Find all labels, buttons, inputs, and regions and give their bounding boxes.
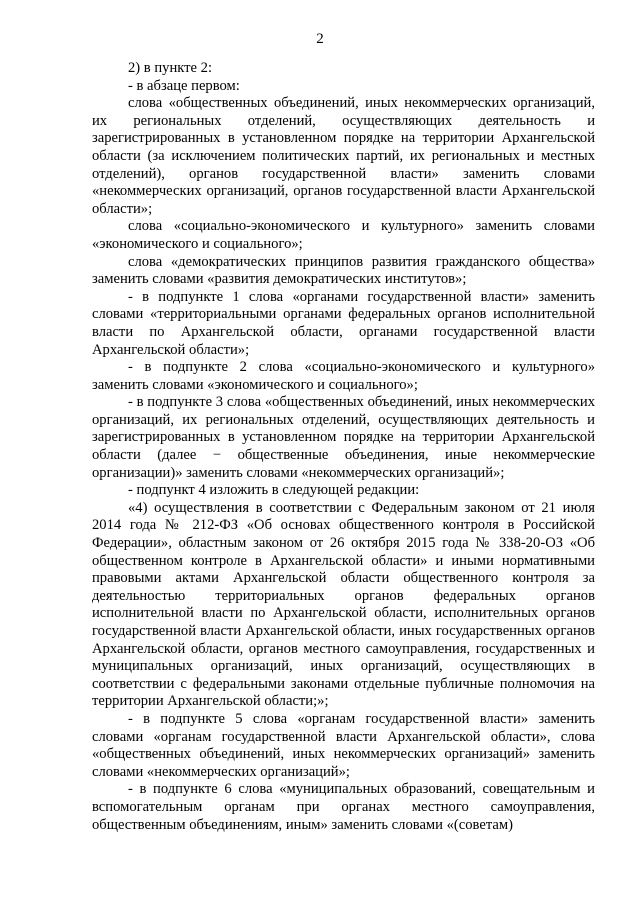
page-number: 2	[316, 31, 324, 47]
paragraph: - в подпункте 1 слова «органами государственной власти» заменить словами «территориальными органами федеральных органов исполнительной власти по Архангельской области, органами государственной власти Архангельской области»;	[92, 288, 595, 358]
paragraph: - в подпункте 6 слова «муниципальных образований, совещательным и вспомогательным органам при органах местного самоуправления, общественным объединениям, иным» заменить словами «(советам)	[92, 781, 595, 833]
paragraph: - в абзаце первом:	[128, 77, 240, 94]
document-body	[92, 60, 595, 834]
paragraph: слова «социально-экономического и культурного» заменить словами «экономического и социального»;	[92, 218, 595, 252]
paragraph: 2) в пункте 2:	[128, 60, 213, 76]
paragraph: слова «демократических принципов развития гражданского общества» заменить словами «развития демократических институтов»;	[92, 253, 595, 288]
paragraph: слова «общественных объединений, иных некоммерческих организаций, их региональных отделений, осуществляющих деятельность и зарегистрированных в установленном порядке на территории Архангельской области (за исключением политических партий, их региональных и местных отделений), органов государственной власти» заменить словами «некоммерческих организаций, органов государственной власти Архангельской области»;	[92, 95, 595, 217]
paragraph: - в подпункте 5 слова «органам государственной власти» заменить словами «органам государственной власти Архангельской области», слова «общественных объединений, иных некоммерческих организаций» заменить словами «некоммерческих организаций»;	[92, 710, 595, 780]
paragraph: - в подпункте 2 слова «социально-экономического и культурного» заменить словами «экономического и социального»;	[92, 359, 595, 393]
paragraph: - подпункт 4 изложить в следующей редакции:	[128, 482, 420, 499]
paragraph: - в подпункте 3 слова «общественных объединений, иных некоммерческих организаций, их региональных отделений, осуществляющих деятельность и зарегистрированных в установленном порядке на территории Архангельской области (далее − общественные объединения, иные некоммерческие организации)» заменить словами «некоммерческих организаций»;	[92, 394, 595, 481]
paragraph: «4) осуществления в соответствии с Федеральным законом от 21 июля 2014 года № 212-ФЗ «Об основах общественного контроля в Российской Федерации», областным законом от 26 октября 2015 года № 338-20-ОЗ «Об общественном контроле в Архангельской области» и иными нормативными правовыми актами Архангельской области общественного контроля за деятельностью территориальных органов федеральных органов исполнительной власти по Архангельской области, исполнительных органов государственной власти Архангельской области, иных государственных органов Архангельской области, органов местного самоуправления, государственных и муниципальных организаций, иных организаций, осуществляющих в соответствии с федеральными законами отдельные публичные полномочия на территории Архангельской области;»;	[92, 499, 595, 710]
